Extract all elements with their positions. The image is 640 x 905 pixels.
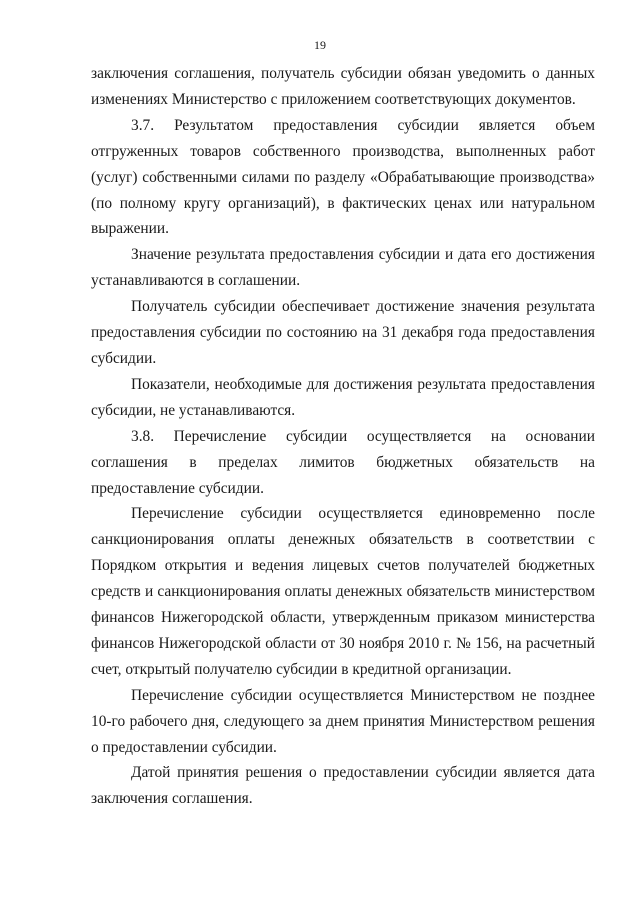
paragraph-transfer-deadline: Перечисление субсидии осуществляется Министерством не позднее 10-го рабочего дня, следующего за днем принятия Министерством решения о предоставлении субсидии.	[91, 686, 595, 756]
paragraph-3-8: 3.8. Перечисление субсидии осуществляется на основании соглашения в пределах лимитов бюджетных обязательств на предоставление субсидии.	[91, 427, 595, 497]
paragraph-3-7: 3.7. Результатом предоставления субсидии является объем отгруженных товаров собственного производства, выполненных работ (услуг) собственными силами по разделу «Обрабатывающие производства» (по полному кругу организаций), в фактических ценах или натуральном выражении.	[91, 116, 595, 238]
paragraph-result-value: Значение результата предоставления субсидии и дата его достижения устанавливаются в соглашении.	[91, 246, 595, 290]
paragraph-result-achievement: Получатель субсидии обеспечивает достижение значения результата предоставления субсидии по состоянию на 31 декабря года предоставления субсидии.	[91, 298, 595, 367]
paragraph-continuation: заключения соглашения, получатель субсидии обязан уведомить о данных изменениях Министерство с приложением соответствующих документов.	[91, 65, 595, 108]
document-body	[91, 61, 595, 812]
paragraph-indicators: Показатели, необходимые для достижения результата предоставления субсидии, не устанавливаются.	[91, 375, 595, 419]
page-number: 19	[314, 38, 326, 52]
paragraph-decision-date: Датой принятия решения о предоставлении субсидии является дата заключения соглашения.	[91, 764, 595, 808]
paragraph-transfer-procedure: Перечисление субсидии осуществляется единовременно после санкционирования оплаты денежных обязательств в соответствии с Порядком открытия и ведения лицевых счетов получателей бюджетных средств и санкционирования оплаты денежных обязательств министерством финансов Нижегородской области, утвержденным приказом министерства финансов Нижегородской области от 30 ноября 2010 г. № 156, на расчетный счет, открытый получателю субсидии в кредитной организации.	[91, 505, 595, 678]
